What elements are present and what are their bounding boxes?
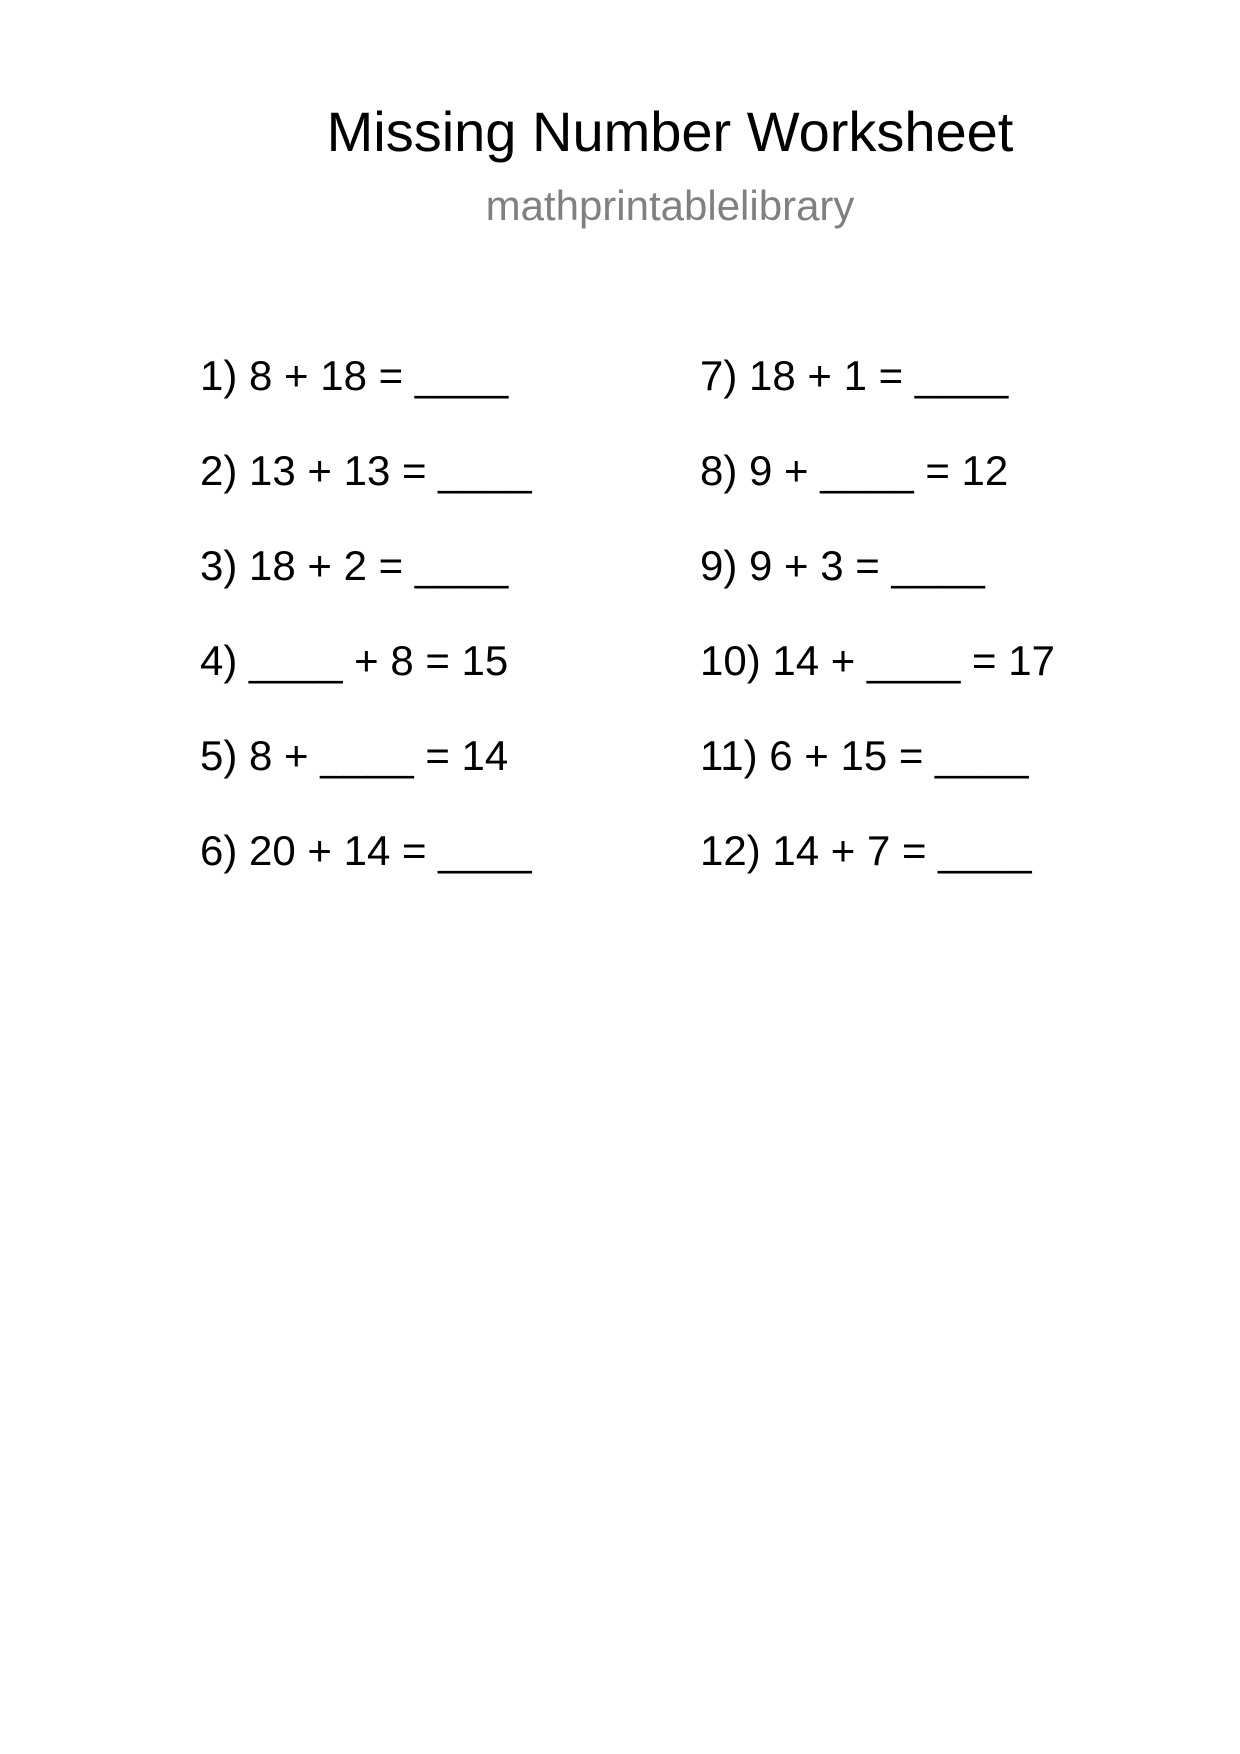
problem-9: 9) 9 + 3 = ____ bbox=[700, 542, 985, 589]
problem-12: 12) 14 + 7 = ____ bbox=[700, 827, 1032, 874]
problem-5: 5) 8 + ____ = 14 bbox=[200, 732, 509, 779]
problem-1: 1) 8 + 18 = ____ bbox=[200, 352, 509, 399]
worksheet-title: Missing Number Worksheet bbox=[326, 100, 1014, 163]
problem-2: 2) 13 + 13 = ____ bbox=[200, 447, 532, 494]
problems-right-column bbox=[700, 350, 1055, 920]
problem-3: 3) 18 + 2 = ____ bbox=[200, 542, 509, 589]
problem-10: 10) 14 + ____ = 17 bbox=[700, 637, 1055, 684]
source-label: mathprintablelibrary bbox=[485, 182, 855, 229]
problem-7: 7) 18 + 1 = ____ bbox=[700, 352, 1009, 399]
problems-left-column bbox=[200, 350, 532, 920]
problem-4: 4) ____ + 8 = 15 bbox=[200, 637, 509, 684]
problem-11: 11) 6 + 15 = ____ bbox=[700, 732, 1029, 779]
problem-6: 6) 20 + 14 = ____ bbox=[200, 827, 532, 874]
problem-8: 8) 9 + ____ = 12 bbox=[700, 447, 1009, 494]
